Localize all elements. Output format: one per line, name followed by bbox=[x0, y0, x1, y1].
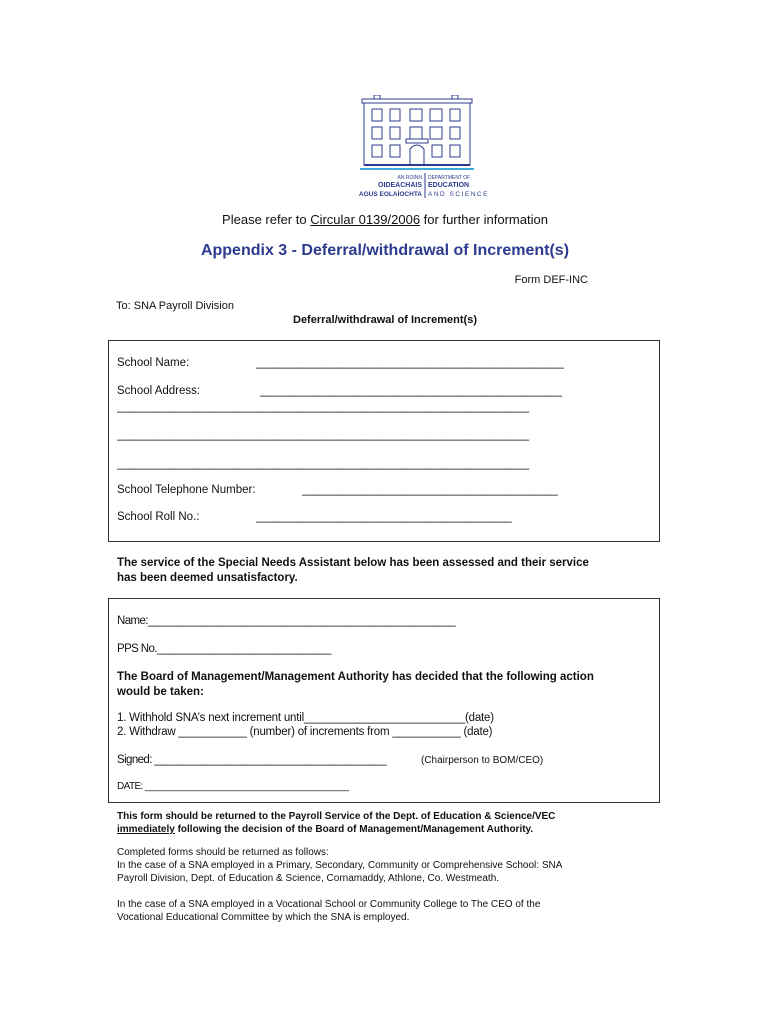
date-field[interactable]: DATE: _________________________________________ bbox=[117, 781, 349, 792]
school-phone-field[interactable]: ____________________________________________ bbox=[302, 484, 558, 496]
completed-forms-instructions bbox=[117, 846, 677, 885]
refer-suffix: for further information bbox=[420, 212, 548, 227]
signed-role-label: (Chairperson to BOM/CEO) bbox=[421, 755, 544, 766]
signed-field[interactable]: Signed: ________________________________________ bbox=[117, 754, 387, 766]
refer-prefix: Please refer to bbox=[222, 212, 311, 227]
school-roll-label: School Roll No.: bbox=[117, 511, 200, 523]
circular-reference bbox=[0, 212, 770, 227]
vocational-instructions bbox=[117, 898, 677, 924]
school-address-field-1[interactable]: ____________________________________________________ bbox=[260, 385, 562, 397]
assessment-notice bbox=[117, 556, 657, 586]
logo-english-line2: EDUCATION bbox=[428, 182, 470, 189]
board-decision bbox=[117, 670, 657, 700]
school-name-label: School Name: bbox=[117, 357, 190, 369]
building-icon bbox=[340, 95, 510, 200]
option-withhold-increment[interactable]: 1. Withhold SNA’s next increment until__________________________(date) bbox=[117, 712, 494, 724]
school-address-field-4[interactable]: _______________________________________________________________________ bbox=[117, 458, 529, 470]
decision-line-2: would be taken: bbox=[117, 686, 204, 698]
school-address-field-3[interactable]: _______________________________________________________________________ bbox=[117, 429, 529, 441]
form-subtitle: Deferral/withdrawal of Increment(s) bbox=[293, 314, 477, 326]
vocational-line-1: In the case of a SNA employed in a Vocational School or Community College to The CEO of the bbox=[117, 899, 541, 910]
school-name-field[interactable]: _____________________________________________________ bbox=[256, 357, 564, 369]
vocational-line-2: Vocational Educational Committee by which the SNA is employed. bbox=[117, 912, 410, 923]
school-phone-label: School Telephone Number: bbox=[117, 484, 256, 496]
pps-number-field[interactable]: PPS No.______________________________ bbox=[117, 643, 331, 655]
return-line-1: This form should be returned to the Payroll Service of the Dept. of Education & Science/VEC bbox=[117, 811, 556, 822]
primary-line-1: In the case of a SNA employed in a Primary, Secondary, Community or Comprehensive School: SNA bbox=[117, 860, 563, 871]
page-title: Appendix 3 - Deferral/withdrawal of Increment(s) bbox=[200, 242, 570, 259]
immediately-emphasis: immediately bbox=[117, 824, 175, 835]
notice-line-2: has been deemed unsatisfactory. bbox=[117, 572, 298, 584]
sna-name-field[interactable]: Name:_____________________________________________________ bbox=[117, 615, 456, 627]
school-address-field-2[interactable]: _______________________________________________________________________ bbox=[117, 401, 529, 413]
completed-heading: Completed forms should be returned as follows: bbox=[117, 847, 329, 858]
return-line-2-rest: following the decision of the Board of Management/Management Authority. bbox=[174, 824, 534, 835]
decision-line-1: The Board of Management/Management Authority has decided that the following action bbox=[117, 671, 594, 683]
circular-link[interactable]: Circular 0139/2006 bbox=[310, 212, 421, 227]
sna-details-box bbox=[108, 598, 660, 803]
notice-line-1: The service of the Special Needs Assistant below has been assessed and their service bbox=[117, 557, 589, 569]
logo-irish-line2: OIDEACHAIS bbox=[378, 182, 422, 189]
school-roll-field[interactable]: ____________________________________________ bbox=[256, 511, 512, 523]
return-instructions bbox=[117, 810, 677, 836]
form-code: Form DEF-INC bbox=[514, 274, 588, 286]
return-line-2 bbox=[117, 823, 677, 836]
recipient-line: To: SNA Payroll Division bbox=[116, 300, 234, 312]
school-address-label: School Address: bbox=[117, 385, 201, 397]
option-withdraw-increments[interactable]: 2. Withdraw ___________ (number) of increments from ___________ (date) bbox=[117, 726, 493, 738]
primary-line-2: Payroll Division, Dept. of Education & Science, Cornamaddy, Athlone, Co. Westmeath. bbox=[117, 873, 500, 884]
department-logo bbox=[340, 95, 510, 200]
logo-irish-line3: AGUS EOLAÍOCHTA bbox=[358, 191, 422, 198]
logo-english-line1: DEPARTMENT OF bbox=[428, 175, 471, 181]
logo-irish-line1: AN ROINN bbox=[397, 175, 422, 181]
logo-english-line3: AND SCIENCE bbox=[428, 191, 489, 198]
